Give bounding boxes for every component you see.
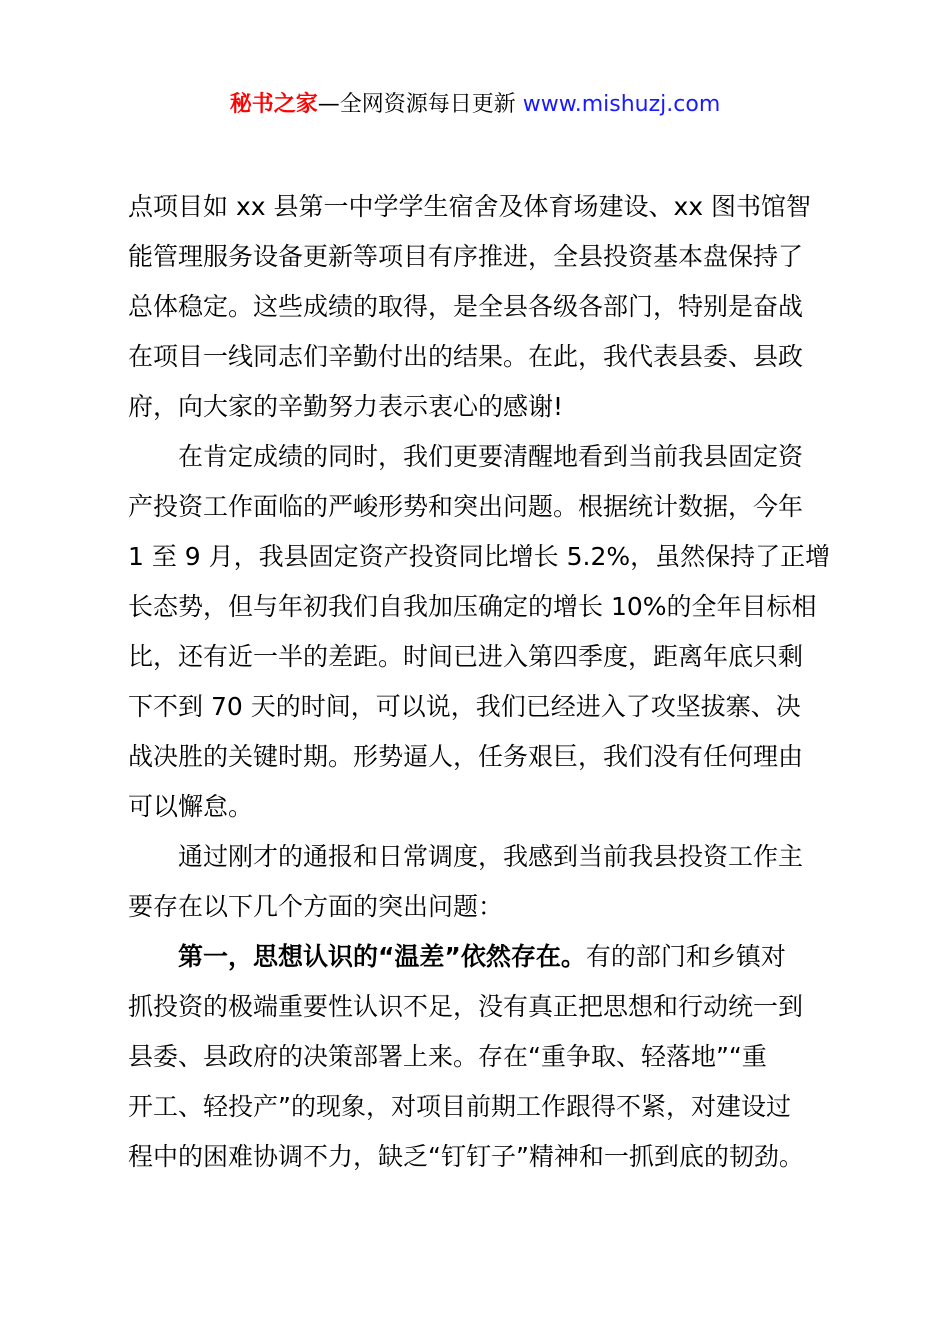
- document-body: [128, 182, 848, 1182]
- brand-name: 秘书之家: [229, 92, 318, 117]
- text-line: 点项目如 xx 县第一中学学生宿舍及体育场建设、xx 图书馆智: [128, 192, 812, 221]
- paragraph-situation: [128, 432, 848, 832]
- text-line: 战决胜的关键时期。形势逼人，任务艰巨，我们没有任何理由: [128, 742, 804, 771]
- paragraph-problems-intro: [128, 832, 848, 932]
- text-run: 有的部门和乡镇对: [585, 942, 786, 971]
- paragraph-first-problem: [128, 932, 848, 1182]
- text-line: 县委、县政府的决策部署上来。存在“重争取、轻落地”“重: [128, 1042, 767, 1071]
- text-line: 1 至 9 月，我县固定资产投资同比增长 5.2%，虽然保持了正增: [128, 542, 831, 571]
- text-line: 在肯定成绩的同时，我们更要清醒地看到当前我县固定资: [178, 442, 804, 471]
- text-line: 要存在以下几个方面的突出问题：: [128, 892, 504, 921]
- text-line: 下不到 70 天的时间，可以说，我们已经进入了攻坚拔寨、决: [128, 692, 801, 721]
- text-line: [128, 932, 848, 982]
- text-line: 比，还有近一半的差距。时间已进入第四季度，距离年底只剩: [128, 642, 804, 671]
- text-line: 府，向大家的辛勤努力表示衷心的感谢!: [128, 392, 564, 421]
- text-line: 抓投资的极端重要性认识不足，没有真正把思想和行动统一到: [128, 992, 804, 1021]
- site-url-link[interactable]: www.mishuzj.com: [522, 92, 721, 117]
- section-heading: 第一，思想认识的“温差”依然存在。: [178, 942, 586, 971]
- text-line: 程中的困难协调不力，缺乏“钉钉子”精神和一抓到底的韧劲。: [128, 1142, 804, 1171]
- site-header: [0, 88, 950, 122]
- paragraph-achievements: [128, 182, 848, 432]
- text-line: 产投资工作面临的严峻形势和突出问题。根据统计数据，今年: [128, 492, 804, 521]
- text-line: 开工、轻投产”的现象，对项目前期工作跟得不紧，对建设过: [128, 1092, 791, 1121]
- text-line: 通过刚才的通报和日常调度，我感到当前我县投资工作主: [178, 842, 804, 871]
- text-line: 能管理服务设备更新等项目有序推进，全县投资基本盘保持了: [128, 242, 804, 271]
- text-line: 总体稳定。这些成绩的取得，是全县各级各部门，特别是奋战: [128, 292, 804, 321]
- text-line: 在项目一线同志们辛勤付出的结果。在此，我代表县委、县政: [128, 342, 804, 371]
- text-line: 长态势，但与年初我们自我加压确定的增长 10%的全年目标相: [128, 592, 817, 621]
- text-line: 可以懈怠。: [128, 792, 254, 821]
- header-slogan: —全网资源每日更新: [317, 92, 523, 117]
